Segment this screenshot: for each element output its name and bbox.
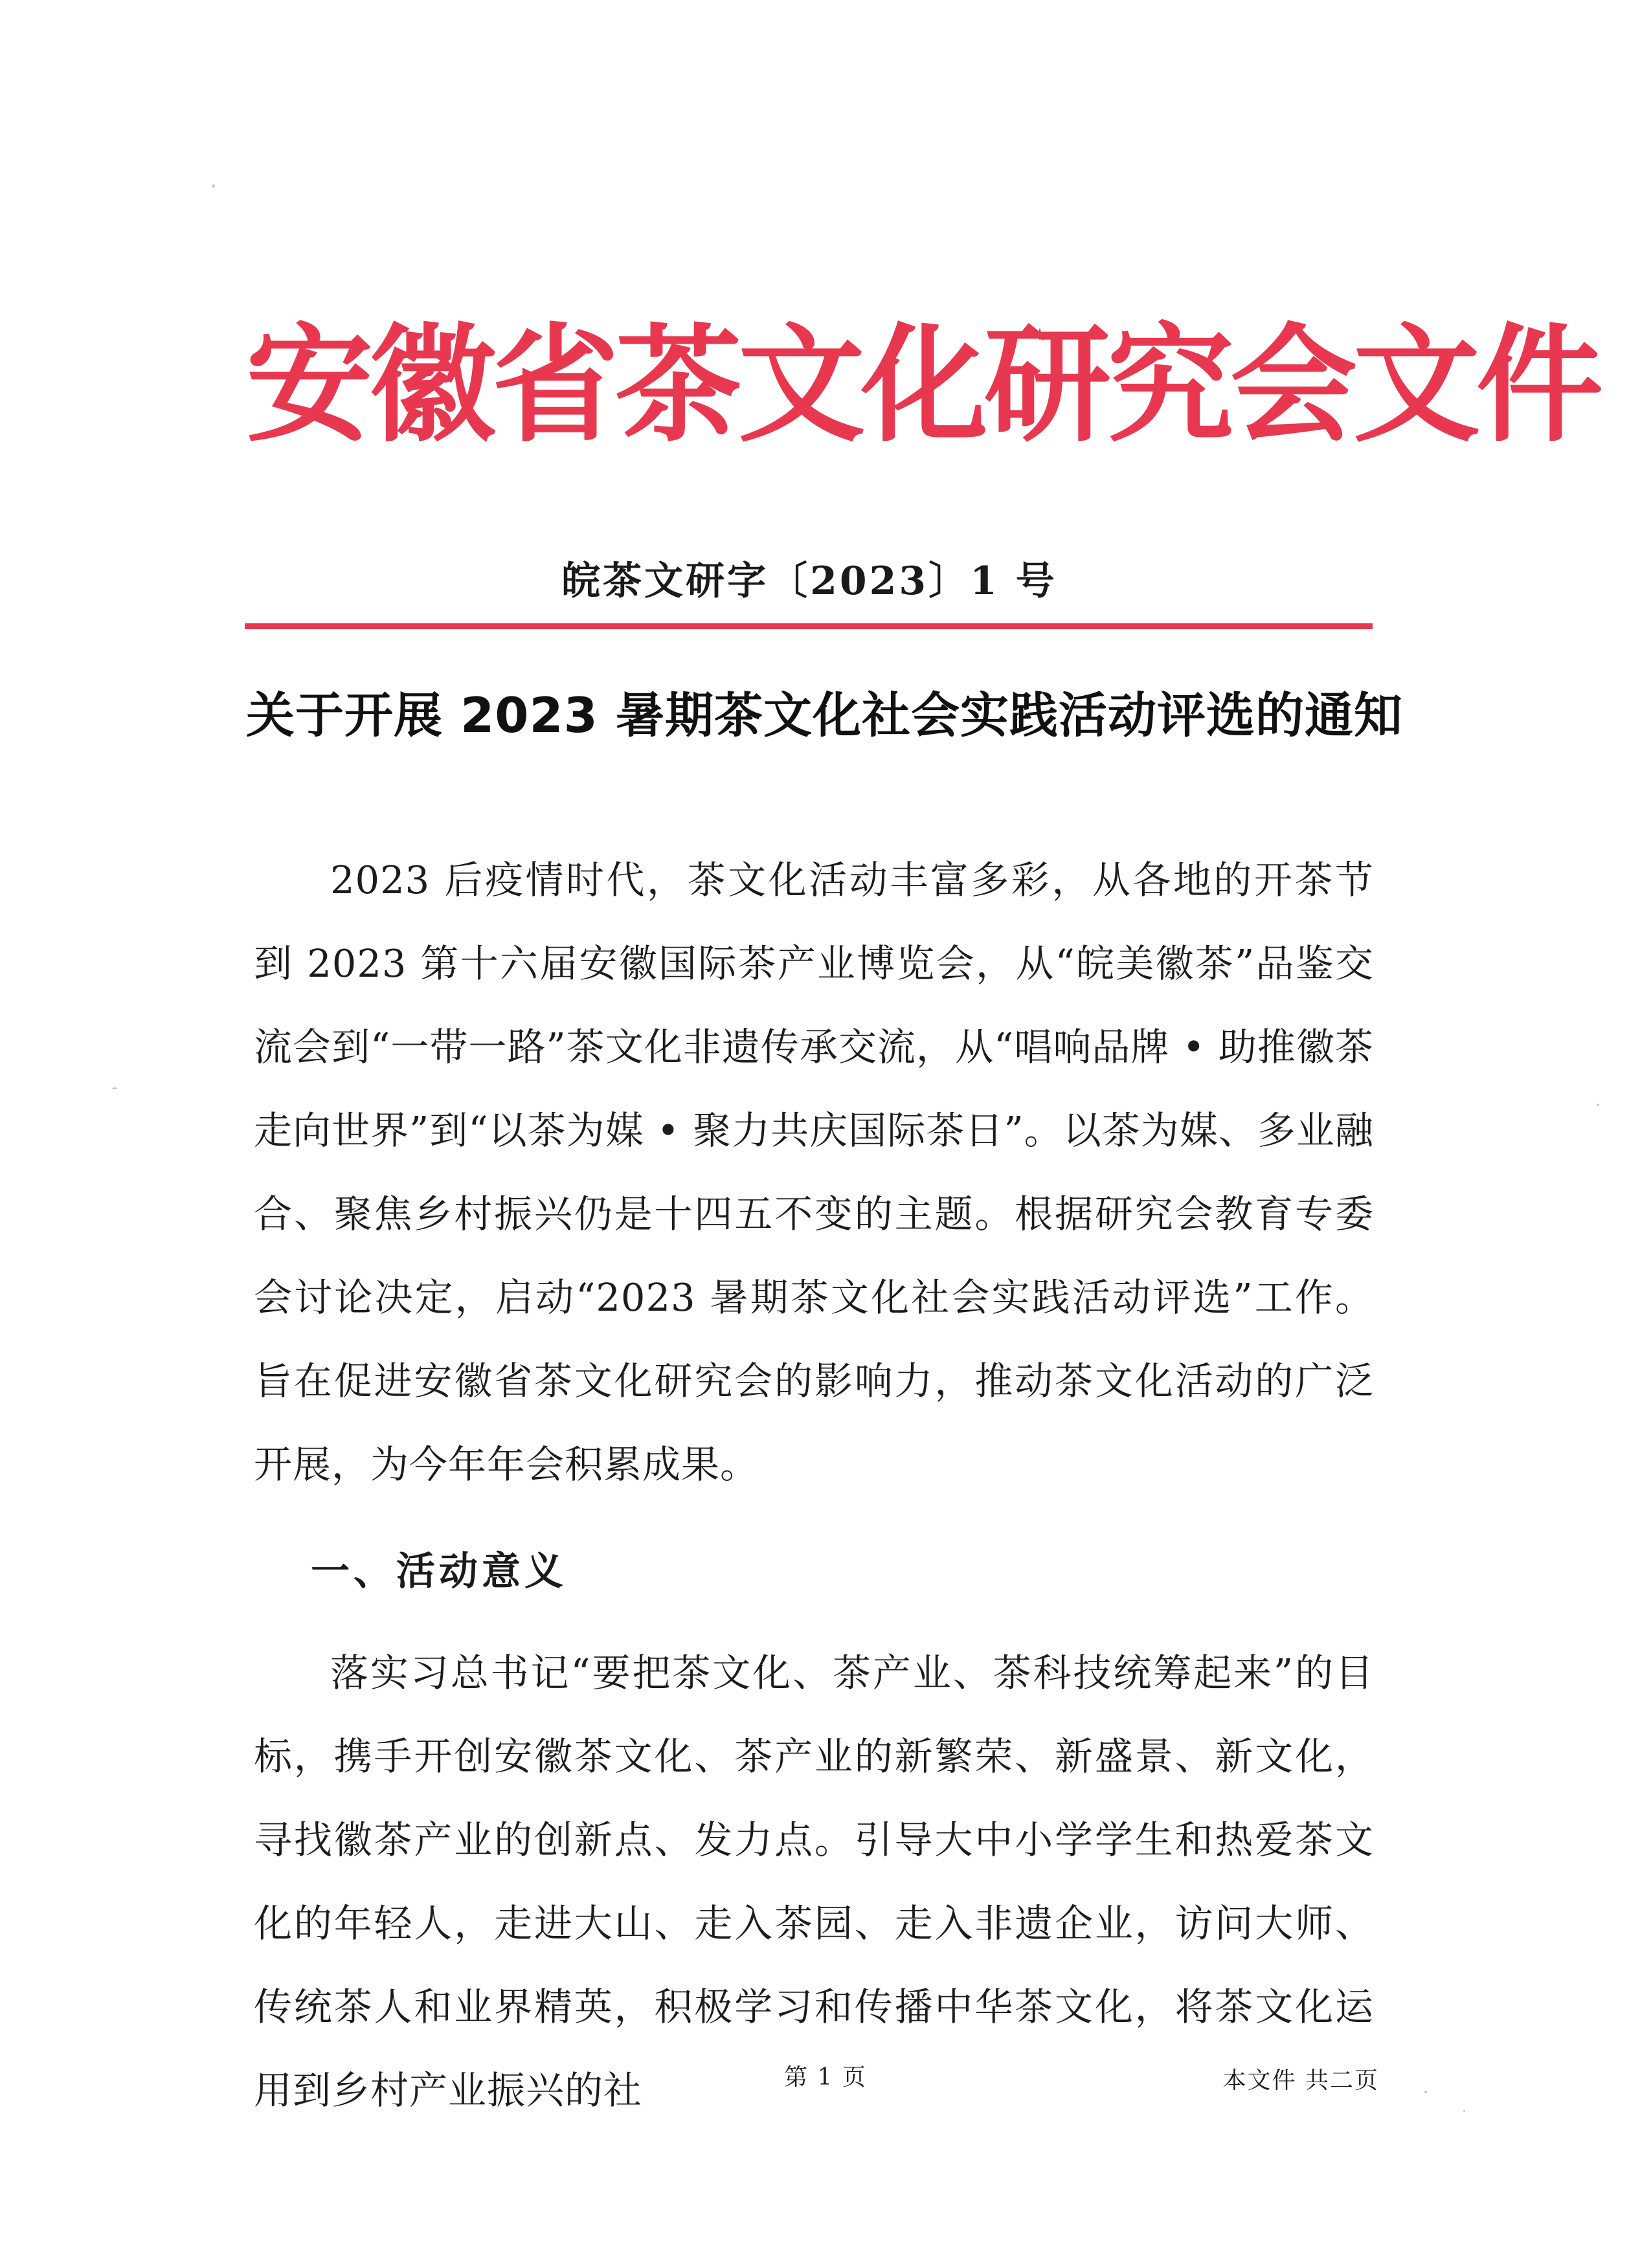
section-heading-significance: 一、活动意义 bbox=[311, 1549, 567, 1594]
document-number: 皖茶文研字〔2023〕1 号 bbox=[561, 559, 1057, 604]
page-number: 第 1 页 bbox=[784, 2064, 867, 2091]
scan-speck bbox=[1463, 2110, 1465, 2112]
scan-speck bbox=[1424, 2091, 1427, 2093]
notice-title: 关于开展 2023 暑期茶文化社会实践活动评选的通知 bbox=[246, 687, 1403, 744]
red-divider-rule bbox=[245, 623, 1373, 629]
significance-paragraph: 落实习总书记“要把茶文化、茶产业、茶科技统筹起来”的目标，携手开创安徽茶文化、茶产业的新繁荣、新盛景、新文化，寻找徽茶产业的创新点、发力点。引导大中小学学生和热爱茶文化的年轻人，走进大山、走入茶园、走入非遗企业，访问大师、传统茶人和业界精英，积极学习和传播中华茶文化，将茶文化运用到乡村产业振兴的社 bbox=[254, 1651, 1374, 2113]
scan-speck bbox=[1597, 1104, 1599, 1106]
total-pages-label: 本文件 共二页 bbox=[1222, 2067, 1379, 2094]
masthead-title: 安徽省茶文化研究会文件 bbox=[246, 311, 1600, 460]
scan-speck bbox=[112, 1087, 117, 1089]
intro-paragraph: 2023 后疫情时代，茶文化活动丰富多彩，从各地的开茶节到 2023 第十六届安徽国际茶产业博览会，从“皖美徽茶”品鉴交流会到“一带一路”茶文化非遗传承交流，从“唱响品牌 • 助推徽茶走向世界”到“以茶为媒 • 聚力共庆国际茶日”。以茶为媒、多业融合、聚焦乡村振兴仍是十四五不变的主题。根据研究会教育专委会讨论决定，启动“2023 暑期茶文化社会实践活动评选”工作。旨在促进安徽省茶文化研究会的影响力，推动茶文化活动的广泛开展，为今年年会积累成果。 bbox=[254, 858, 1374, 1487]
scan-speck bbox=[212, 184, 215, 188]
